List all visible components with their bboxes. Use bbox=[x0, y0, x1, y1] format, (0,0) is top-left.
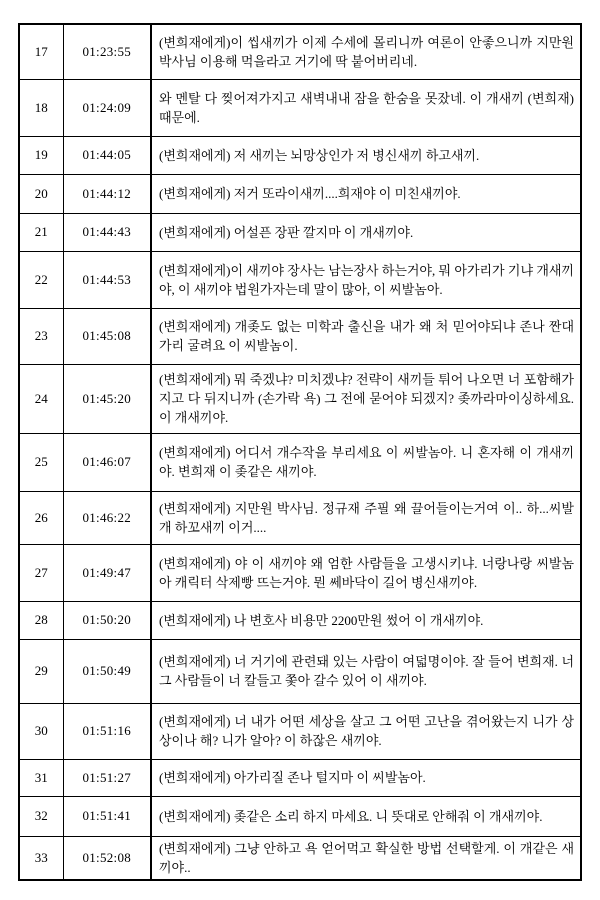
timestamp: 01:51:27 bbox=[63, 759, 151, 796]
timestamp: 01:45:20 bbox=[63, 364, 151, 433]
timestamp: 01:51:41 bbox=[63, 796, 151, 836]
message-text: (변희재에게) 아가리질 존나 털지마 이 씨발놈아. bbox=[151, 759, 581, 796]
message-text: (변희재에게) 좆같은 소리 하지 마세요. 니 뜻대로 안해줘 이 개새끼야. bbox=[151, 796, 581, 836]
row-number: 19 bbox=[19, 136, 63, 174]
table-row bbox=[19, 213, 581, 251]
message-text: (변희재에게) 저 새끼는 뇌망상인가 저 병신새끼 하고새끼. bbox=[151, 136, 581, 174]
row-number: 33 bbox=[19, 836, 63, 880]
table-row bbox=[19, 24, 581, 79]
table-row bbox=[19, 491, 581, 544]
row-number: 31 bbox=[19, 759, 63, 796]
timestamp: 01:24:09 bbox=[63, 79, 151, 136]
row-number: 25 bbox=[19, 433, 63, 491]
row-number: 26 bbox=[19, 491, 63, 544]
message-text: (변희재에게)이 새끼야 장사는 남는장사 하는거야, 뭐 아가리가 기냐 개새끼야, 이 새끼야 법원가자는데 말이 많아, 이 씨발놈아. bbox=[151, 251, 581, 308]
table-row bbox=[19, 836, 581, 880]
transcript-table bbox=[18, 23, 582, 881]
row-number: 29 bbox=[19, 639, 63, 703]
message-text: (변희재에게) 저거 또라이새끼....희재야 이 미친새끼야. bbox=[151, 174, 581, 213]
row-number: 17 bbox=[19, 24, 63, 79]
timestamp: 01:44:53 bbox=[63, 251, 151, 308]
message-text: (변희재에게) 그냥 안하고 욕 얻어먹고 확실한 방법 선택할게. 이 개같은 새끼야.. bbox=[151, 836, 581, 880]
row-number: 30 bbox=[19, 703, 63, 759]
table-row bbox=[19, 601, 581, 639]
row-number: 28 bbox=[19, 601, 63, 639]
table-row bbox=[19, 79, 581, 136]
row-number: 21 bbox=[19, 213, 63, 251]
timestamp: 01:50:49 bbox=[63, 639, 151, 703]
message-text: (변희재에게) 너 내가 어떤 세상을 살고 그 어떤 고난을 겪어왔는지 니가 상상이나 해? 니가 알아? 이 하잖은 새끼야. bbox=[151, 703, 581, 759]
message-text: (변희재에게) 뭐 죽겠냐? 미치겠냐? 전략이 새끼들 튀어 나오면 너 포함해가지고 다 뒤지니까 (손가락 욕) 그 전에 묻어야 되겠지? 좆까라마이싱하세요. 이 개새끼야. bbox=[151, 364, 581, 433]
table-row bbox=[19, 251, 581, 308]
row-number: 27 bbox=[19, 544, 63, 601]
message-text: (변희재에게) 나 변호사 비용만 2200만원 썼어 이 개새끼야. bbox=[151, 601, 581, 639]
table-row bbox=[19, 703, 581, 759]
message-text: (변희재에게) 너 거기에 관련돼 있는 사람이 여덟명이야. 잘 들어 변희재. 너 그 사람들이 너 칼들고 쫓아 갈수 있어 이 새끼야. bbox=[151, 639, 581, 703]
row-number: 32 bbox=[19, 796, 63, 836]
table-row bbox=[19, 759, 581, 796]
timestamp: 01:45:08 bbox=[63, 308, 151, 364]
message-text: (변희재에게) 어설픈 장판 깔지마 이 개새끼야. bbox=[151, 213, 581, 251]
timestamp: 01:50:20 bbox=[63, 601, 151, 639]
message-text: (변희재에게) 개좆도 없는 미학과 출신을 내가 왜 처 믿어야되냐 존나 짠대가리 굴려요 이 씨발놈이. bbox=[151, 308, 581, 364]
row-number: 23 bbox=[19, 308, 63, 364]
timestamp: 01:44:05 bbox=[63, 136, 151, 174]
row-number: 18 bbox=[19, 79, 63, 136]
table-row bbox=[19, 796, 581, 836]
timestamp: 01:46:07 bbox=[63, 433, 151, 491]
message-text: (변희재에게) 야 이 새끼야 왜 엄한 사람들을 고생시키냐. 너랑나랑 씨발놈아 캐릭터 삭제빵 뜨는거야. 뭔 쎄바닥이 길어 병신새끼야. bbox=[151, 544, 581, 601]
table-row bbox=[19, 364, 581, 433]
message-text: (변희재에게) 어디서 개수작을 부리세요 이 씨발놈아. 니 혼자해 이 개새끼야. 변희재 이 좆같은 새끼야. bbox=[151, 433, 581, 491]
timestamp: 01:49:47 bbox=[63, 544, 151, 601]
table-row bbox=[19, 174, 581, 213]
timestamp: 01:46:22 bbox=[63, 491, 151, 544]
message-text: 와 멘탈 다 찢어져가지고 새벽내내 잠을 한숨을 못잤네. 이 개새끼 (변희재) 때문에. bbox=[151, 79, 581, 136]
row-number: 20 bbox=[19, 174, 63, 213]
timestamp: 01:23:55 bbox=[63, 24, 151, 79]
row-number: 22 bbox=[19, 251, 63, 308]
row-number: 24 bbox=[19, 364, 63, 433]
table-row bbox=[19, 433, 581, 491]
timestamp: 01:44:12 bbox=[63, 174, 151, 213]
timestamp: 01:52:08 bbox=[63, 836, 151, 880]
table-row bbox=[19, 639, 581, 703]
message-text: (변희재에게) 지만원 박사님. 정규재 주필 왜 끌어들이는거여 이.. 하...씨발 개 하꼬새끼 이거.... bbox=[151, 491, 581, 544]
table-row bbox=[19, 308, 581, 364]
table-row bbox=[19, 136, 581, 174]
message-text: (변희재에게)이 씹새끼가 이제 수세에 몰리니까 여론이 안좋으니까 지만원 박사님 이용해 먹을라고 거기에 딱 붙어버리네. bbox=[151, 24, 581, 79]
timestamp: 01:44:43 bbox=[63, 213, 151, 251]
table-row bbox=[19, 544, 581, 601]
timestamp: 01:51:16 bbox=[63, 703, 151, 759]
